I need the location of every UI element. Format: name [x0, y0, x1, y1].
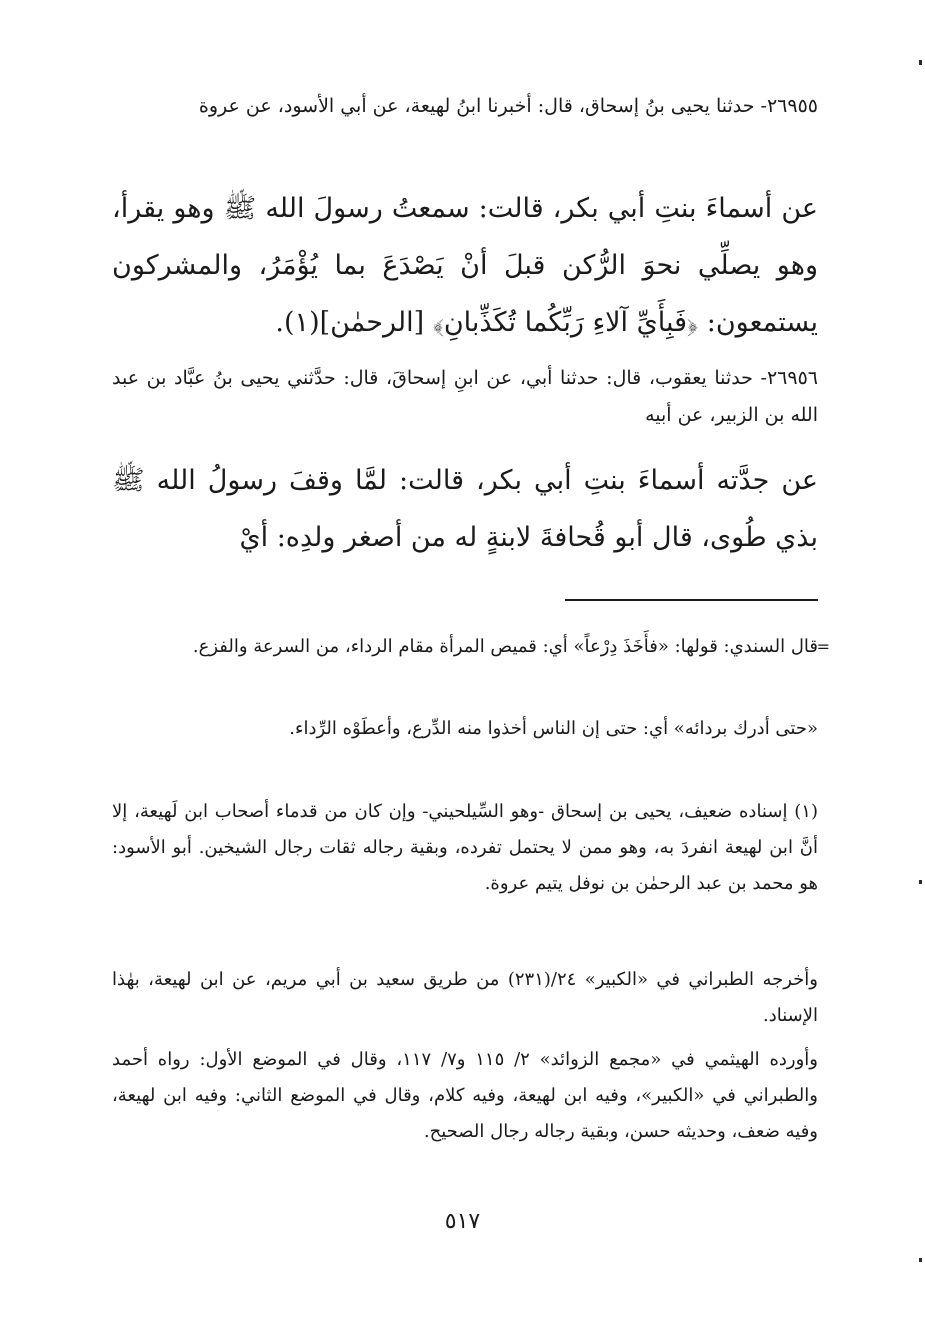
footnote-separator	[565, 599, 818, 601]
footnote-1-haythami: وأورده الهيثمي في «مجمع الزوائد» ٢/ ١١٥ و٧/ ١١٧، وقال في الموضع الأول: رواه أحمد والطبراني في «الكبير»، وفيه ابن لهيعة، وفيه كلام، وقال في الموضع الثاني: وفيه ابن لهيعة، وفيه ضعف، وحديثه حسن، وبقية رجاله رجال الصحيح.	[112, 1049, 818, 1142]
hadith-26955-header: ٢٦٩٥٥- حدثنا يحيى بنُ إسحاق، قال: أخبرنا ابنُ لهيعة، عن أبي الأسود، عن عروة	[198, 95, 818, 117]
hadith-26955-text: عن أسماءَ بنتِ أبي بكر، قالت: سمعتُ رسولَ الله ﷺ وهو يقرأ، وهو يصلِّي نحوَ الرُّكن قبلَ أنْ يَصْدَعَ بما يُؤْمَرُ، والمشركون يستمعون: ﴿فَبِأَيِّ آلاءِ رَبِّكُما تُكَذِّبانِ﴾ [الرحمٰن](١).	[112, 193, 818, 338]
hadith-26956-text: عن جدَّته أسماءَ بنتِ أبي بكر، قالت: لمَّا وقفَ رسولُ الله ﷺ بذي طُوى، قال أبو قُحافةَ لابنةٍ له من أصغر ولدِه: أيْ	[112, 465, 818, 553]
footnote-continued-2: «حتى أدرك بردائه» أي: حتى إن الناس أخذوا منه الدِّرع، وأعطَوْه الرِّداء.	[289, 718, 818, 739]
scan-mark-middle	[919, 880, 922, 884]
page-number: ٥١٧	[444, 1209, 481, 1234]
scan-mark-bottom	[919, 1258, 922, 1262]
scan-mark-top	[919, 60, 922, 65]
hadith-26956-header: ٢٦٩٥٦- حدثنا يعقوب، قال: حدثنا أبي، عن ابنِ إسحاقَ، قال: حدَّثني يحيى بنُ عبَّاد بن عبد الله بن الزبير، عن أبيه	[112, 367, 818, 426]
footnote-1: (١) إسناده ضعيف، يحيى بن إسحاق -وهو السِّيلحيني- وإن كان من قدماء أصحاب ابن لَهيعة، إلا أنَّ ابن لهيعة انفردَ به، وهو ممن لا يحتمل تفرده، وبقية رجاله ثقات رجال الشيخين. أبو الأسود: هو محمد بن عبد الرحمٰن بن نوفل يتيم عروة.	[112, 801, 818, 894]
footnote-continued-1: = قال السندي: قولها: «فأَخَذَ دِرْعاً» أي: قميص المرأة مقام الرداء، من السرعة والفزع.	[112, 629, 818, 665]
footnote-1-takhrij: وأخرجه الطبراني في «الكبير» ٢٤/(٢٣١) من طريق سعيد بن أبي مريم، عن ابن لهيعة، بهٰذا الإسناد.	[112, 969, 819, 1026]
